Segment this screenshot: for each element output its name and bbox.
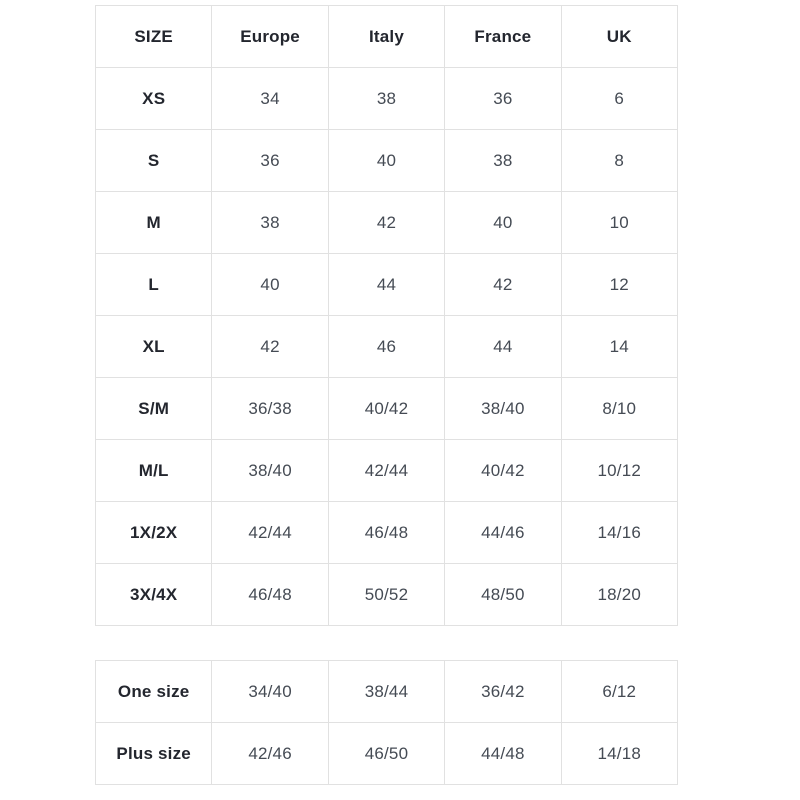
size-value-cell: 46/50 (328, 723, 444, 785)
column-header-europe: Europe (212, 6, 328, 68)
size-value-cell: 46/48 (328, 502, 444, 564)
column-header-italy: Italy (328, 6, 444, 68)
size-value-cell: 44/46 (445, 502, 561, 564)
size-value-cell: 40/42 (445, 440, 561, 502)
table-row (96, 68, 678, 130)
size-value-cell: 34/40 (212, 661, 328, 723)
size-value-cell: 42/44 (328, 440, 444, 502)
size-value-cell: 6/12 (561, 661, 677, 723)
column-header-france: France (445, 6, 561, 68)
size-value-cell: 42 (212, 316, 328, 378)
size-value-cell: 8/10 (561, 378, 677, 440)
size-value-cell: 46 (328, 316, 444, 378)
size-label-cell: Plus size (96, 723, 212, 785)
size-value-cell: 38/44 (328, 661, 444, 723)
size-value-cell: 40 (328, 130, 444, 192)
size-value-cell: 10 (561, 192, 677, 254)
size-value-cell: 34 (212, 68, 328, 130)
size-value-cell: 42 (328, 192, 444, 254)
size-value-cell: 36 (212, 130, 328, 192)
table-row (96, 378, 678, 440)
table-row (96, 316, 678, 378)
size-value-cell: 48/50 (445, 564, 561, 626)
size-value-cell: 38 (445, 130, 561, 192)
size-conversion-table (95, 5, 678, 626)
size-value-cell: 46/48 (212, 564, 328, 626)
size-table-body (96, 68, 678, 626)
size-value-cell: 14 (561, 316, 677, 378)
size-value-cell: 44 (328, 254, 444, 316)
table-row (96, 440, 678, 502)
size-table-header (96, 6, 678, 68)
size-label-cell: M/L (96, 440, 212, 502)
size-value-cell: 44 (445, 316, 561, 378)
size-value-cell: 36 (445, 68, 561, 130)
table-row (96, 130, 678, 192)
size-value-cell: 14/18 (561, 723, 677, 785)
column-header-size: SIZE (96, 6, 212, 68)
size-value-cell: 38/40 (212, 440, 328, 502)
special-sizes-table (95, 660, 678, 785)
size-value-cell: 38 (328, 68, 444, 130)
size-value-cell: 40 (212, 254, 328, 316)
size-label-cell: 1X/2X (96, 502, 212, 564)
special-table-body (96, 661, 678, 785)
table-row (96, 192, 678, 254)
size-value-cell: 44/48 (445, 723, 561, 785)
column-header-uk: UK (561, 6, 677, 68)
size-label-cell: One size (96, 661, 212, 723)
size-value-cell: 40/42 (328, 378, 444, 440)
size-label-cell: 3X/4X (96, 564, 212, 626)
table-row (96, 661, 678, 723)
size-value-cell: 38/40 (445, 378, 561, 440)
size-label-cell: L (96, 254, 212, 316)
size-value-cell: 40 (445, 192, 561, 254)
size-label-cell: XL (96, 316, 212, 378)
size-label-cell: S/M (96, 378, 212, 440)
size-value-cell: 38 (212, 192, 328, 254)
size-value-cell: 42/46 (212, 723, 328, 785)
size-label-cell: S (96, 130, 212, 192)
size-value-cell: 6 (561, 68, 677, 130)
size-label-cell: XS (96, 68, 212, 130)
size-label-cell: M (96, 192, 212, 254)
size-value-cell: 8 (561, 130, 677, 192)
table-row (96, 254, 678, 316)
header-row (96, 6, 678, 68)
size-value-cell: 42 (445, 254, 561, 316)
table-row (96, 502, 678, 564)
table-row (96, 723, 678, 785)
size-value-cell: 36/38 (212, 378, 328, 440)
size-value-cell: 18/20 (561, 564, 677, 626)
size-value-cell: 42/44 (212, 502, 328, 564)
size-value-cell: 36/42 (445, 661, 561, 723)
size-value-cell: 50/52 (328, 564, 444, 626)
table-row (96, 564, 678, 626)
size-value-cell: 10/12 (561, 440, 677, 502)
size-value-cell: 14/16 (561, 502, 677, 564)
size-value-cell: 12 (561, 254, 677, 316)
